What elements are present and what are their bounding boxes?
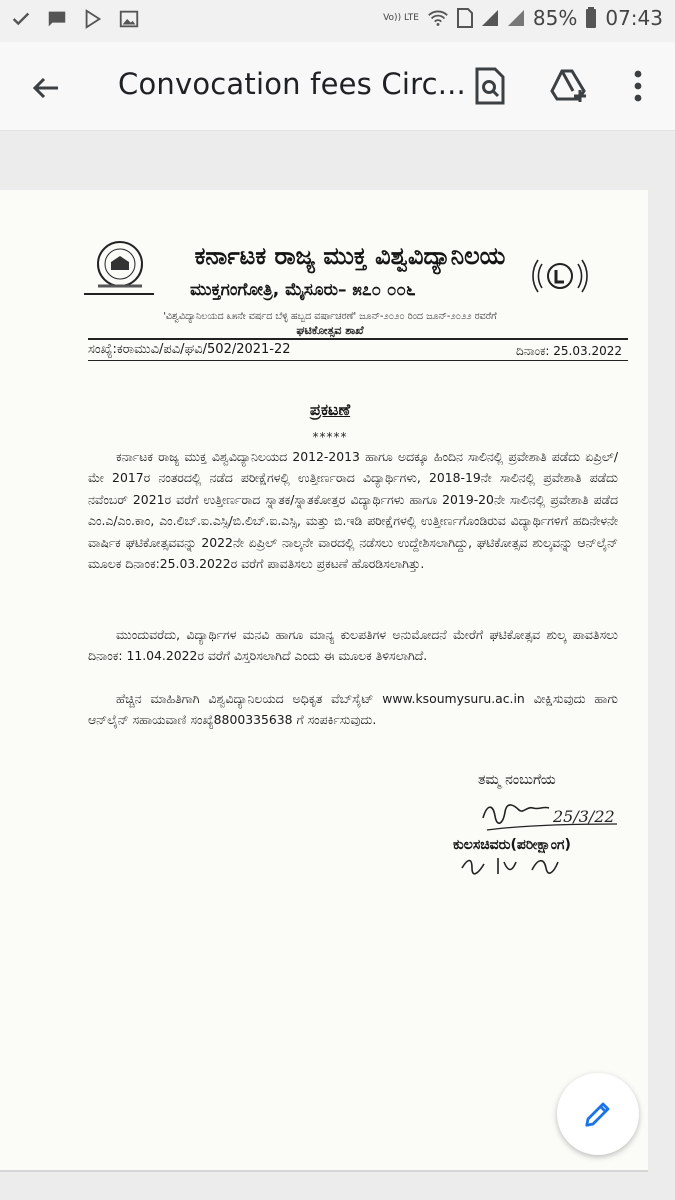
message-icon bbox=[46, 8, 68, 30]
branch-name: ಘಟಿಕೋತ್ಸವ ಶಾಖೆ bbox=[296, 324, 364, 337]
app-bar bbox=[0, 42, 675, 131]
add-to-drive-button[interactable] bbox=[548, 64, 592, 108]
edit-fab-button[interactable] bbox=[557, 1073, 639, 1155]
heading-separator: ***** bbox=[312, 430, 348, 444]
signatory-title: ಕುಲಸಚಿವರು(ಪರೀಕ್ಷಾಂಗ) bbox=[453, 837, 571, 853]
signal2-icon bbox=[507, 9, 525, 27]
volte-label: Vo)) LTE bbox=[383, 12, 419, 23]
add-to-drive-icon bbox=[550, 68, 590, 104]
status-bar bbox=[0, 0, 675, 42]
reference-bar bbox=[88, 338, 628, 361]
initials-scribble bbox=[458, 850, 578, 880]
battery-percent: 85% bbox=[532, 6, 578, 30]
paragraph-3-text: ಹೆಚ್ಚಿನ ಮಾಹಿತಿಗಾಗಿ ವಿಶ್ವವಿದ್ಯಾನಿಲಯದ ಅಧಿಕೃತ ವೆಬ್‌ಸೈಟ್ www.ksoumysuru.ac.in ವೀಕ್ಷಿಸುವುದು ಹಾಗು ಆನ್‌ಲೈನ್ ಸಹಾಯವಾಣಿ ಸಂಖ್ಯೆ8800335638 ಗೆ ಸಂಪರ್ಕಿಸುವುದು. bbox=[88, 691, 618, 728]
university-name: ಕರ್ನಾಟಕ ರಾಜ್ಯ ಮುಕ್ತ ವಿಶ್ವವಿದ್ಯಾನಿಲಯ bbox=[194, 242, 506, 270]
play-store-icon bbox=[82, 8, 104, 30]
notice-heading: ಪ್ರಕಟಣೆ bbox=[309, 400, 351, 419]
anniversary-tagline: 'ವಿಶ್ವವಿದ್ಯಾನಿಲಯದ ೩೫ನೇ ವರ್ಷದ ಬೆಳ್ಳಿ ಹಬ್ಬದ ವರ್ಷಾಚರಣೆ' ಜೂನ್-೨೦೨೦ ರಿಂದ ಜೂನ್-೨೦೨೨ ರವರೆಗೆ bbox=[163, 311, 497, 322]
page-shadow bbox=[0, 1170, 648, 1172]
system-status bbox=[383, 6, 663, 30]
back-arrow-icon bbox=[24, 66, 68, 110]
clock: 07:43 bbox=[605, 6, 663, 30]
notification-icons bbox=[10, 8, 140, 30]
paragraph-1-text: ಕರ್ನಾಟಕ ರಾಜ್ಯ ಮುಕ್ತ ವಿಶ್ವವಿದ್ಯಾನಿಲಯದ 2012-2013 ಹಾಗೂ ಅದಕ್ಕೂ ಹಿಂದಿನ ಸಾಲಿನಲ್ಲಿ ಪ್ರವೇಶಾತಿ ಪಡೆದು ಏಪ್ರಿಲ್/ಮೇ 2017ರ ನಂತರದಲ್ಲಿ ನಡೆದ ಪರೀಕ್ಷೆಗಳಲ್ಲಿ ಉತ್ತೀರ್ಣರಾದ ವಿದ್ಯಾರ್ಥಿಗಳು, 2018-19ನೇ ಸಾಲಿನಲ್ಲಿ ಪ್ರವೇಶಾತಿ ಪಡೆದು ನವೆಂಬರ್ 2021ರ ವರೆಗೆ ಉತ್ತೀರ್ಣರಾದ ಸ್ನಾತಕ/ಸ್ನಾತಕೋತ್ತರ ವಿದ್ಯಾರ್ಥಿಗಳು ಹಾಗೂ 2019-20ನೇ ಸಾಲಿನಲ್ಲಿ ಪ್ರವೇಶಾತಿ ಪಡೆದ ಎಂ.ಎ/ಎಂ.ಕಾಂ, ಎಂ.ಲಿಬ್.ಐ.ಎಸ್ಸಿ/ಬಿ.ಲಿಬ್.ಐ.ಎಸ್ಸಿ, ಮತ್ತು ಬಿ.ಇಡಿ ಪರೀಕ್ಷೆಗಳಲ್ಲಿ ಉತ್ತೀರ್ಣಗೊಂಡಿರುವ ವಿದ್ಯಾರ್ಥಿಗಳಿಗೆ ಹದಿನೇಳನೇ ವಾರ್ಷಿಕ ಘಟಿಕೋತ್ಸವವನ್ನು 2022ನೇ ಏಪ್ರಿಲ್ ನಾಲ್ಕನೇ ವಾರದಲ್ಲಿ ನಡೆಸಲು ಉದ್ದೇಶಿಸಲಾಗಿದ್ದು, ಘಟಿಕೋತ್ಸವ ಶುಲ್ಕವನ್ನು ಆನ್‌ಲೈನ್ ಮೂಲಕ ದಿನಾಂಕ:25.03.2022ರ ವರೆಗೆ ಪಾವತಿಸಲು ಪ್ರಕಟಣೆ ಹೊರಡಿಸಲಾಗಿತ್ತು. bbox=[88, 449, 618, 572]
reference-number: ಸಂಖ್ಯೆ:ಕರಾಮುವಿ/ಪವಿ/ಘವಿ/502/2021-22 bbox=[88, 342, 291, 357]
radio-logo bbox=[532, 248, 588, 304]
back-button[interactable] bbox=[24, 66, 68, 110]
signoff: ತಮ್ಮ ನಂಬುಗೆಯ bbox=[478, 772, 556, 788]
battery-icon bbox=[585, 7, 597, 29]
signal-icon bbox=[481, 9, 499, 27]
document-title: Convocation fees Circ... bbox=[118, 67, 466, 101]
signature bbox=[475, 788, 625, 838]
more-options-button[interactable] bbox=[616, 64, 660, 108]
check-icon bbox=[10, 8, 32, 30]
wifi-icon bbox=[427, 8, 449, 28]
find-in-page-icon bbox=[473, 67, 507, 105]
paragraph-2 bbox=[88, 624, 618, 686]
signature-date: 25/3/22 bbox=[553, 807, 615, 826]
more-vert-icon bbox=[633, 69, 643, 103]
image-icon bbox=[118, 8, 140, 30]
document-page bbox=[0, 190, 648, 1170]
sim-icon bbox=[457, 8, 473, 28]
paragraph-1 bbox=[88, 446, 618, 626]
paragraph-2-text: ಮುಂದುವರೆದು, ವಿದ್ಯಾರ್ಥಿಗಳ ಮನವಿ ಹಾಗೂ ಮಾನ್ಯ ಕುಲಪತಿಗಳ ಅನುಮೋದನೆ ಮೇರೆಗೆ ಘಟಿಕೋತ್ಸವ ಶುಲ್ಕ ಪಾವತಿಸಲು ದಿನಾಂಕ: 11.04.2022ರ ವರೆಗೆ ವಿಸ್ತರಿಸಲಾಗಿದೆ ಎಂದು ಈ ಮೂಲಕ ತಿಳಿಸಲಾಗಿದೆ. bbox=[88, 627, 618, 664]
paragraph-3 bbox=[88, 688, 618, 732]
document-date: ದಿನಾಂಕ: 25.03.2022 bbox=[516, 344, 622, 358]
university-address: ಮುಕ್ತಗಂಗೋತ್ರಿ, ಮೈಸೂರು– ೫೭೦ ೦೦೬ bbox=[190, 280, 416, 300]
edit-pencil-icon bbox=[583, 1099, 613, 1129]
find-in-page-button[interactable] bbox=[468, 64, 512, 108]
